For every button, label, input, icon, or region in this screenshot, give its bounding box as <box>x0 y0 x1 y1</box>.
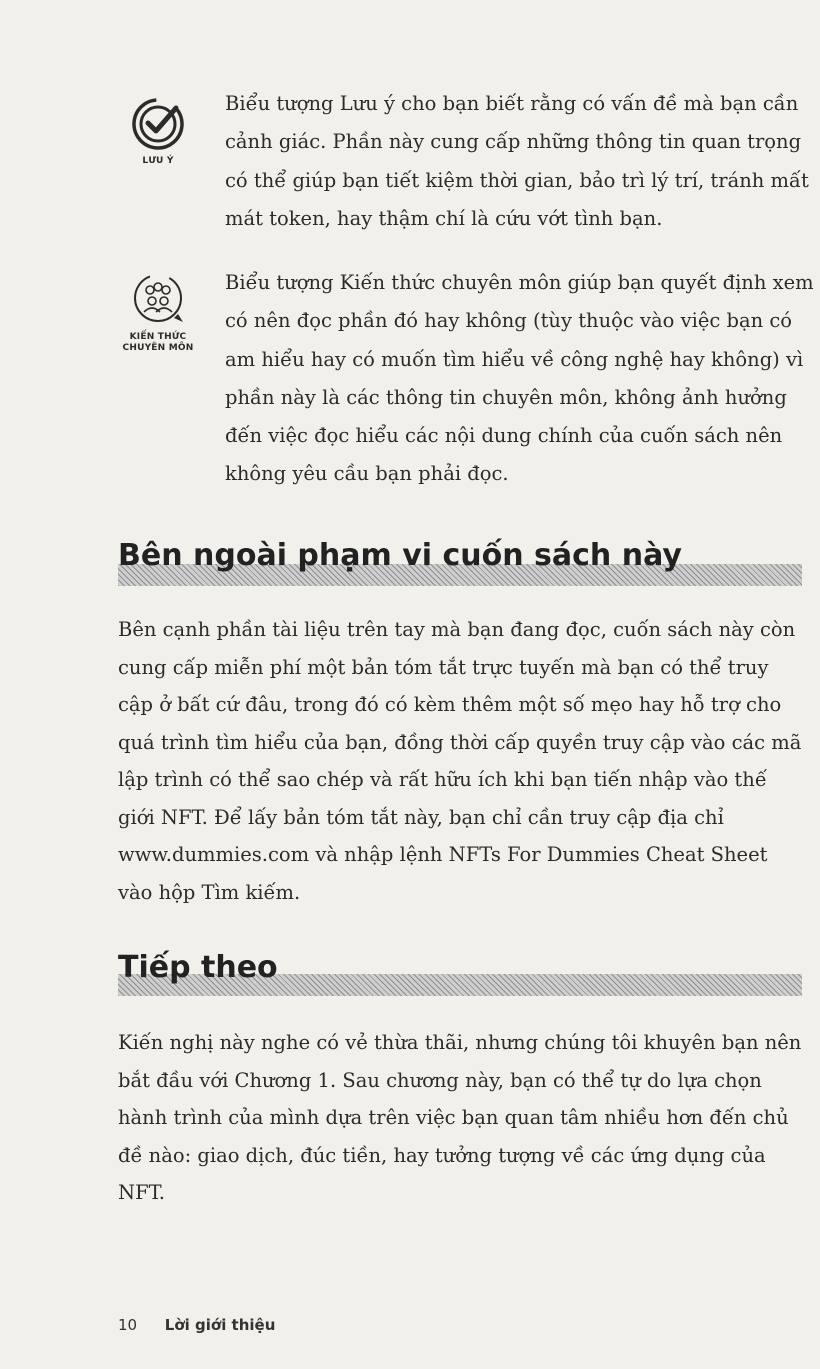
note-icon-block <box>118 96 198 167</box>
technical-icon-label: KIẾN THỨC CHUYÊN MÔN <box>122 332 194 353</box>
people-group-icon <box>128 270 188 328</box>
section-heading-beyond <box>118 538 802 586</box>
technical-icon-block <box>118 270 198 354</box>
section-heading-next <box>118 950 802 996</box>
page-number: 10 <box>118 1316 138 1334</box>
chapter-title: Lời giới thiệu <box>164 1316 276 1334</box>
note-paragraph: Biểu tượng Lưu ý cho bạn biết rằng có vấn đề mà bạn cần cảnh giác. Phần này cung cấp những thông tin quan trọng có thể giúp bạn tiết kiệm thời gian, bảo trì lý trí, tránh mất mát token, hay thậm chí là cứu vớt tình bạn. <box>225 92 809 230</box>
checkmark-circle-icon <box>130 96 186 152</box>
page-footer <box>118 1316 275 1334</box>
beyond-paragraph: Bên cạnh phần tài liệu trên tay mà bạn đang đọc, cuốn sách này còn cung cấp miễn phí một bản tóm tắt trực tuyến mà bạn có thể truy cập ở bất cứ đâu, trong đó có kèm thêm một số mẹo hay hỗ trợ cho quá trình tìm hiểu của bạn, đồng thời cấp quyền truy cập vào các mã lập trình có thể sao chép và rất hữu ích khi bạn tiến nhập vào thế giới NFT. Để lấy bản tóm tắt này, bạn chỉ cần truy cập địa chỉ www.dummies.com và nhập lệnh NFTs For Dummies Cheat Sheet vào hộp Tìm kiếm. <box>118 618 802 904</box>
next-paragraph: Kiến nghị này nghe có vẻ thừa thãi, nhưng chúng tôi khuyên bạn nên bắt đầu với Chương 1. Sau chương này, bạn có thể tự do lựa chọn hành trình của mình dựa trên việc bạn quan tâm nhiều hơn đến chủ đề nào: giao dịch, đúc tiền, hay tưởng tượng về các ứng dụng của NFT. <box>118 1031 802 1204</box>
section-heading-beyond-text: Bên ngoài phạm vi cuốn sách này <box>118 538 682 573</box>
technical-paragraph: Biểu tượng Kiến thức chuyên môn giúp bạn quyết định xem có nên đọc phần đó hay không (tùy thuộc vào việc bạn có am hiểu hay có muốn tìm hiểu về công nghệ hay không) vì phần này là các thông tin chuyên môn, không ảnh hưởng đến việc đọc hiểu các nội dung chính của cuốn sách nên không yêu cầu bạn phải đọc. <box>225 271 814 486</box>
section-heading-next-text: Tiếp theo <box>118 950 278 985</box>
note-icon-label: LƯU Ý <box>142 156 174 166</box>
